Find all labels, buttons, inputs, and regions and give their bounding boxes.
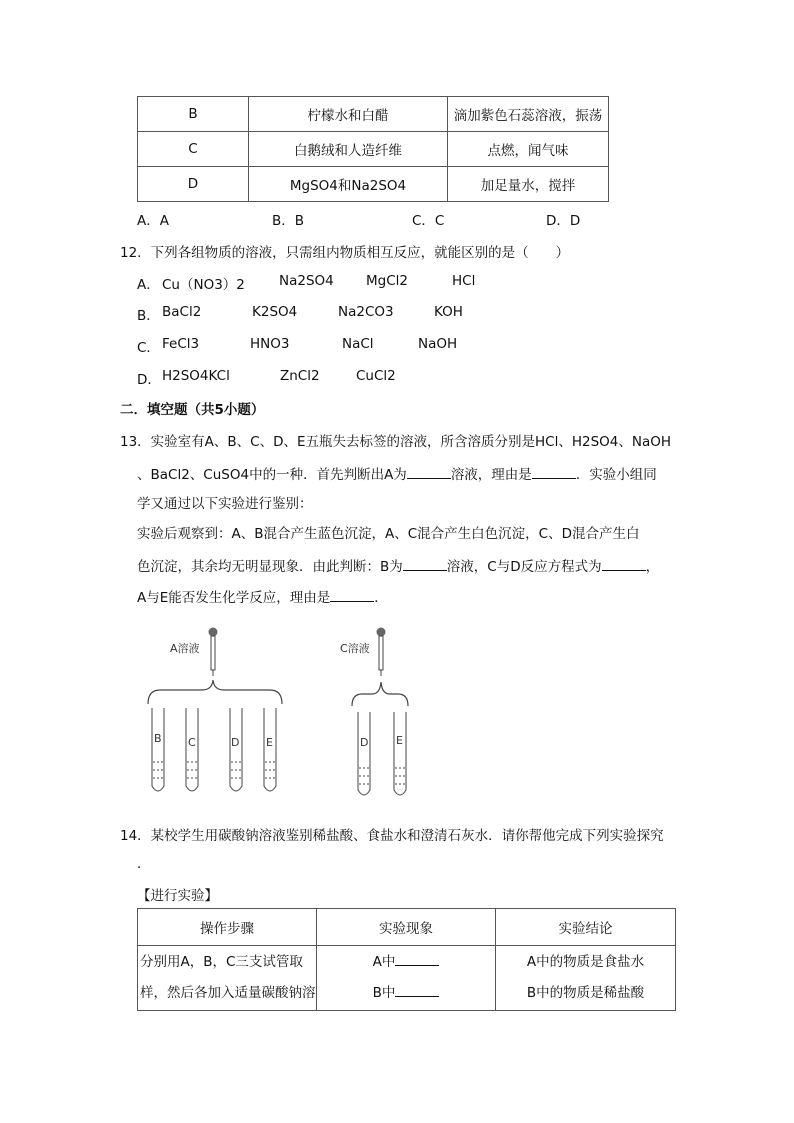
answer-blank[interactable] — [403, 558, 447, 571]
column-header: 实验结论 — [496, 909, 676, 946]
conclusion-line: A中的物质是食盐水 — [526, 954, 645, 970]
phenomenon-text: B中 — [372, 985, 396, 1001]
answer-blank[interactable] — [330, 589, 374, 602]
q12-option-item: BaCl2 — [162, 304, 202, 320]
answer-blank[interactable] — [407, 466, 451, 479]
row-method: 加足量水，搅拌 — [448, 167, 609, 202]
q13-line-3: 学又通过以下实验进行鉴别： — [137, 496, 313, 512]
q12-option-item: K2SO4 — [252, 304, 298, 320]
table-row — [138, 946, 676, 1011]
row-substances: 白鹅绒和人造纤维 — [249, 132, 448, 167]
phenomenon-text: A中 — [372, 954, 396, 970]
q12-stem: 12．下列各组物质的溶液，只需组内物质相互反应，就能区别的是（ ） — [120, 245, 570, 261]
q13-text: 、BaCl2、CuSO4中的一种．首先判断出A为 — [137, 467, 407, 483]
q13-text: ， — [645, 559, 660, 575]
q12-option-item: Na2SO4 — [279, 273, 334, 289]
column-header: 操作步骤 — [138, 909, 317, 946]
row-method: 滴加紫色石蕊溶液，振荡 — [448, 97, 609, 132]
phenomenon-line — [317, 947, 495, 978]
q13-text: 溶液，C与D反应方程式为 — [446, 559, 602, 575]
tube-label: B — [154, 732, 162, 745]
q13-line-1: 13．实验室有A、B、C、D、E五瓶失去标签的溶液，所含溶质分别是HCl、H2SO4、NaOH — [120, 434, 672, 450]
q12-option-item: CuCl2 — [356, 368, 396, 384]
table-row — [138, 167, 609, 202]
q13-text: ．实验小组同 — [575, 467, 657, 483]
q13-text: ． — [374, 590, 388, 606]
section-title: 二．填空题（共5小题） — [120, 402, 265, 418]
table-row — [138, 97, 609, 132]
table-row — [138, 132, 609, 167]
step-cell — [138, 946, 317, 1011]
q12-option-item: H2SO4KCl — [162, 368, 230, 384]
row-label: D — [138, 167, 249, 202]
label-a-solution: A溶液 — [170, 642, 200, 655]
table-header-row — [138, 909, 676, 946]
brace — [352, 682, 408, 706]
answer-blank[interactable] — [395, 953, 439, 966]
dropper-icon — [377, 628, 386, 677]
q12-option-letter: D． — [137, 372, 161, 388]
q13-line-6 — [137, 586, 388, 606]
q13-text: 溶液，理由是 — [450, 467, 532, 483]
dropper-icon — [209, 628, 218, 677]
q12-option-item: HCl — [452, 273, 476, 289]
step-line: 样，然后各加入适量碳酸钠溶 — [140, 985, 316, 1001]
label-c-solution: C溶液 — [340, 642, 370, 655]
answer-blank[interactable] — [602, 558, 646, 571]
tube-label: D — [231, 736, 240, 749]
answer-blank[interactable] — [532, 466, 576, 479]
row-substances: MgSO4和Na2SO4 — [249, 167, 448, 202]
q12-option-item: KOH — [434, 304, 463, 320]
q13-line-2 — [137, 463, 657, 483]
row-label: C — [138, 132, 249, 167]
test-tube-figure — [130, 620, 430, 810]
tube-label: C — [188, 736, 196, 749]
q12-option-letter: C． — [137, 340, 160, 356]
q12-option-item: MgCl2 — [366, 273, 408, 289]
brace — [148, 680, 282, 704]
q12-option-item: FeCl3 — [162, 336, 200, 352]
q12-option-item: HNO3 — [250, 336, 290, 352]
row-method: 点燃，闻气味 — [448, 132, 609, 167]
q11-option-a: A．A — [137, 213, 169, 229]
q14-line-2: ． — [137, 856, 151, 872]
section-label: 【进行实验】 — [137, 888, 218, 904]
q12-option-letter: A． — [137, 277, 160, 293]
tube-label: E — [266, 736, 273, 749]
step-line: 分别用A，B，C三支试管取 — [140, 954, 303, 970]
phenomenon-cell — [317, 946, 496, 1011]
conclusion-line: B中的物质是稀盐酸 — [526, 985, 645, 1001]
column-header: 实验现象 — [317, 909, 496, 946]
experiment-table — [137, 908, 676, 1011]
q12-option-item: NaOH — [418, 336, 458, 352]
q12-option-item: ZnCl2 — [280, 368, 320, 384]
answer-blank[interactable] — [395, 984, 439, 997]
tube-label: E — [396, 734, 403, 747]
q11-option-d: D．D — [546, 213, 581, 229]
tube-label: D — [360, 736, 369, 749]
q13-text: A与E能否发生化学反应，理由是 — [137, 590, 331, 606]
row-substances: 柠檬水和白醋 — [249, 97, 448, 132]
q12-option-item: NaCl — [342, 336, 374, 352]
phenomenon-line — [317, 978, 495, 1009]
q12-option-letter: B． — [137, 308, 160, 324]
conclusion-cell — [496, 946, 676, 1011]
row-label: B — [138, 97, 249, 132]
q13-line-5 — [137, 555, 659, 575]
q13-line-4: 实验后观察到：A、B混合产生蓝色沉淀，A、C混合产生白色沉淀，C、D混合产生白 — [137, 526, 640, 542]
q13-text: 色沉淀，其余均无明显现象．由此判断：B为 — [137, 559, 403, 575]
q11-option-c: C．C — [412, 213, 445, 229]
q12-option-item: Cu（NO3）2 — [162, 277, 245, 293]
q14-line-1: 14．某校学生用碳酸钠溶液鉴别稀盐酸、食盐水和澄清石灰水．请你帮他完成下列实验探究 — [120, 828, 664, 844]
q12-option-item: Na2CO3 — [338, 304, 394, 320]
comparison-table — [137, 96, 609, 202]
q11-option-b: B．B — [272, 213, 305, 229]
